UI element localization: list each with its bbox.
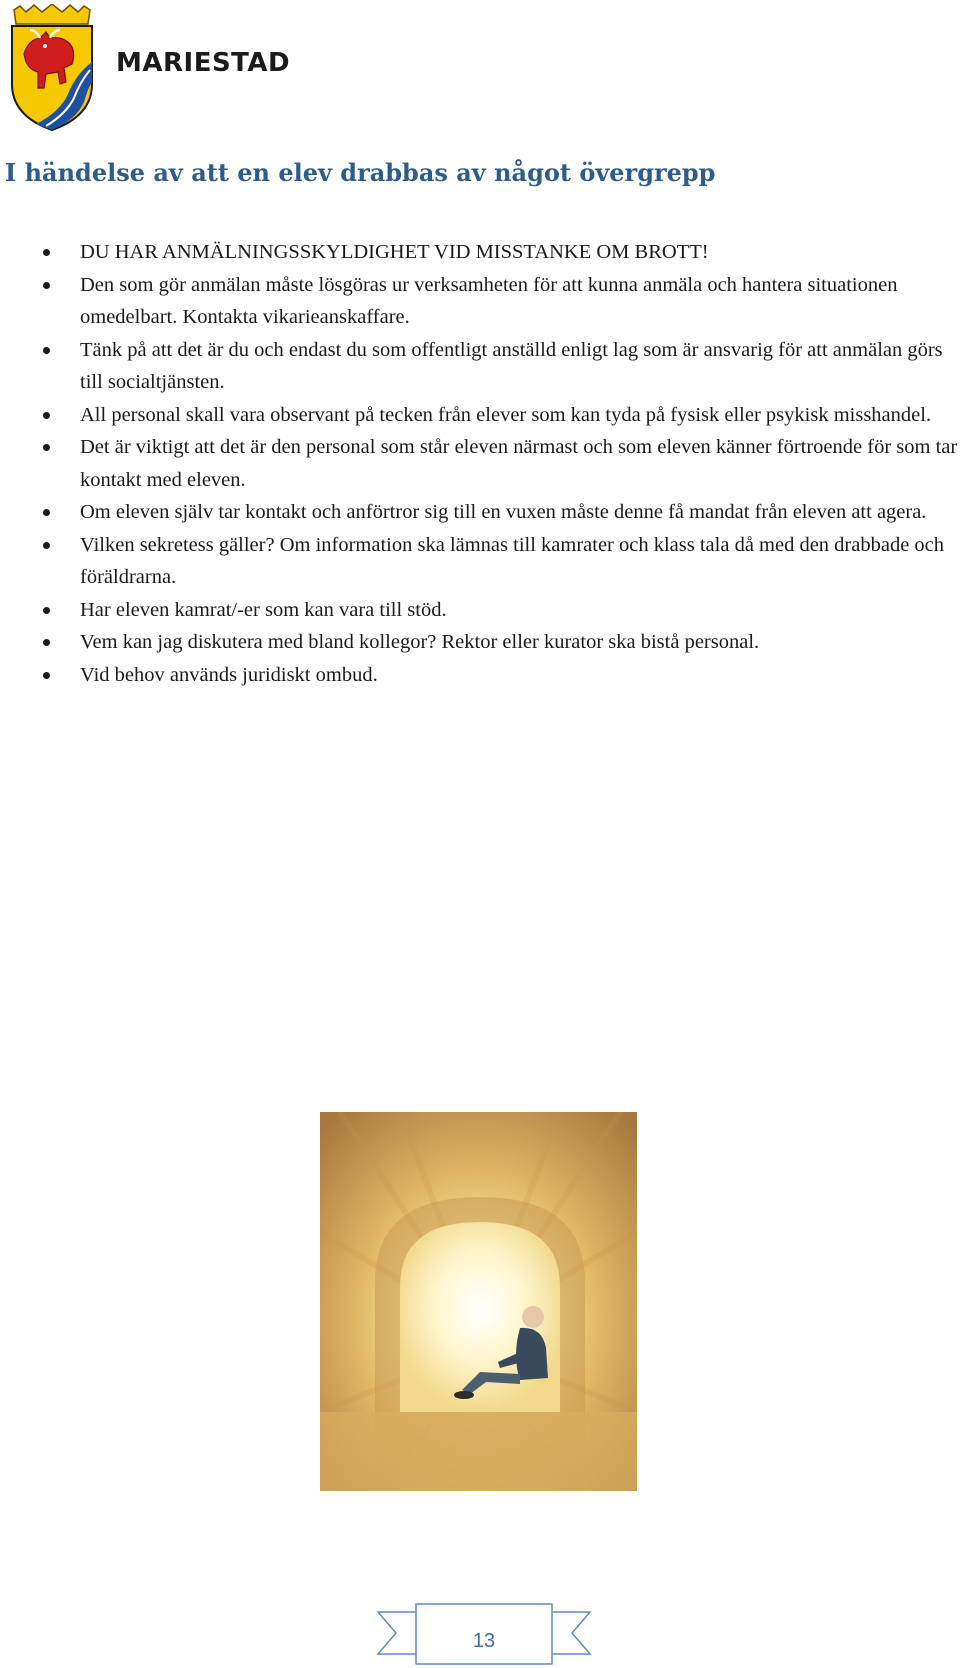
list-item xyxy=(80,399,960,432)
list-item xyxy=(80,594,960,627)
logo-wordmark: MARIESTAD xyxy=(116,48,291,78)
list-item xyxy=(80,269,960,334)
illustration-person-in-archway xyxy=(320,1112,637,1491)
page-title: I händelse av att en elev drabbas av något övergrepp xyxy=(5,158,716,187)
list-item xyxy=(80,529,960,594)
list-item xyxy=(80,431,960,496)
list-item xyxy=(80,659,960,692)
bullet-icon xyxy=(43,607,50,614)
list-item-text: Om eleven själv tar kontakt och anförtror sig till en vuxen måste denne få mandat från eleven att agera. xyxy=(80,501,927,523)
list-item-text: Vem kan jag diskutera med bland kollegor? Rektor eller kurator ska bistå personal. xyxy=(80,631,760,653)
bullet-icon xyxy=(43,347,50,354)
bullet-icon xyxy=(43,282,50,289)
bullet-icon xyxy=(43,509,50,516)
list-item xyxy=(80,496,960,529)
list-item-text: Den som gör anmälan måste lösgöras ur verksamheten för att kunna anmäla och hantera situationen omedelbart. Kontakta vikarieanskaffare. xyxy=(80,273,898,328)
list-item xyxy=(80,626,960,659)
list-item-text: Det är viktigt att det är den personal som står eleven närmast och som eleven känner förtroende för som tar kontakt med eleven. xyxy=(80,436,958,491)
list-item-text: Vilken sekretess gäller? Om information ska lämnas till kamrater och klass tala då med den drabbade och föräldrarna. xyxy=(80,533,945,588)
bullet-icon xyxy=(43,412,50,419)
bullet-icon xyxy=(43,672,50,679)
bullet-icon xyxy=(43,542,50,549)
bullet-icon xyxy=(43,639,50,646)
list-item xyxy=(80,334,960,399)
header-logo xyxy=(6,4,290,132)
guideline-list xyxy=(80,236,960,691)
bullet-icon xyxy=(43,444,50,451)
list-item-text: Har eleven kamrat/-er som kan vara till stöd. xyxy=(80,598,447,621)
list-item-text: Tänk på att det är du och endast du som offentligt anställd enligt lag som är ansvarig för att anmälan görs till socialtjänsten. xyxy=(80,338,943,393)
list-item-text: Vid behov används juridiskt ombud. xyxy=(80,663,378,686)
bullet-icon xyxy=(43,249,50,256)
list-item-text: All personal skall vara observant på tecken från elever som kan tyda på fysisk eller psykisk misshandel. xyxy=(80,403,932,426)
mariestad-coat-of-arms-icon xyxy=(6,4,98,132)
page-number: 13 xyxy=(472,1630,496,1652)
list-item-text: DU HAR ANMÄLNINGSSKYLDIGHET VID MISSTANKE OM BROTT! xyxy=(80,241,709,263)
list-item xyxy=(80,236,960,269)
